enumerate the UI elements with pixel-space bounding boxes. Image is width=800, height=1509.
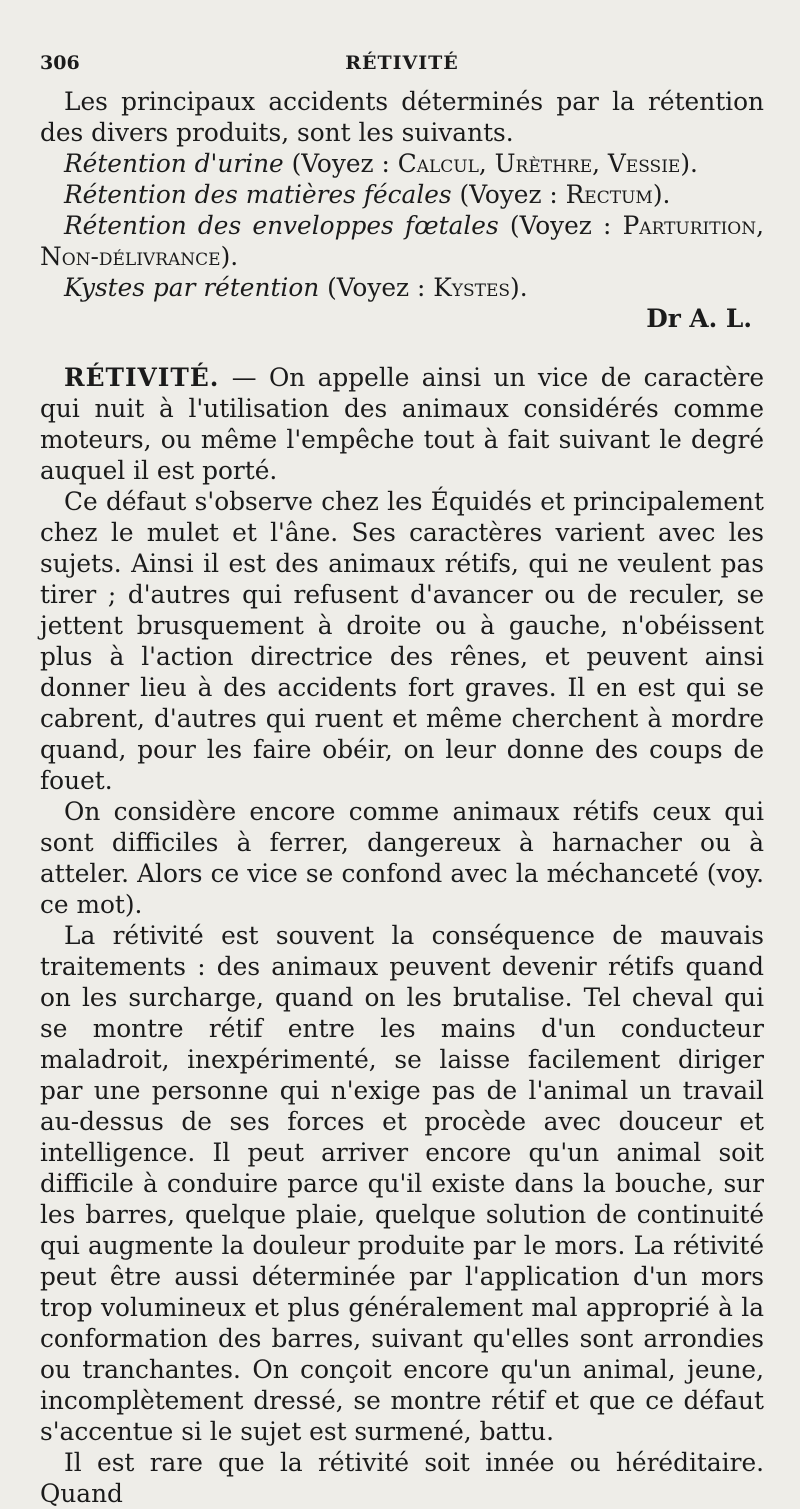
cross-reference: Parturition, Non-délivrance <box>40 211 765 271</box>
article-definition <box>40 362 764 486</box>
retention-term: Rétention des matières fécales <box>64 180 452 209</box>
ref-suffix: ). <box>652 180 671 209</box>
ref-prefix: (Voyez : <box>451 180 566 209</box>
author-signature: Dr A. L. <box>646 304 752 333</box>
cross-reference: Kystes <box>433 273 511 302</box>
ref-prefix: (Voyez : <box>283 149 398 178</box>
retention-item <box>40 179 764 210</box>
ref-suffix: ). <box>510 273 528 302</box>
cross-reference: Rectum <box>565 180 653 209</box>
article-headword: RÉTIVITÉ. <box>64 363 220 392</box>
text-block <box>40 86 764 1509</box>
body-paragraph: Ce défaut s'observe chez les Équidés et principalement chez le mulet et l'âne. Ses caractères varient avec les sujets. Ainsi il est des animaux rétifs, qui ne veulent pas tirer ; d'autres qui refusent d'avancer ou de reculer, se jettent brusquement à droite ou à gauche, n'obéissent plus à l'action directrice des rênes, et peuvent ainsi donner lieu à des accidents fort graves. Il en est qui se cabrent, d'autres qui ruent et même cherchent à mordre quand, pour les faire obéir, on leur donne des coups de fouet. <box>40 487 764 795</box>
retention-item <box>40 272 764 303</box>
body-paragraph: Il est rare que la rétivité soit innée ou héréditaire. Quand <box>40 1448 764 1508</box>
ref-suffix: ). <box>680 149 698 178</box>
ref-prefix: (Voyez : <box>498 211 623 240</box>
retention-item <box>40 148 764 179</box>
ref-suffix: ). <box>220 242 239 271</box>
retention-term: Rétention d'urine <box>64 149 284 178</box>
body-paragraph: On considère encore comme animaux rétifs ceux qui sont difficiles à ferrer, dangereux à harnacher ou à atteler. Alors ce vice se confond avec la méchanceté (voy. ce mot). <box>40 797 764 919</box>
article-separator <box>40 334 764 362</box>
retention-term: Rétention des enveloppes fœtales <box>64 211 499 240</box>
retention-term: Kystes par rétention <box>64 273 320 302</box>
page-header <box>40 44 764 80</box>
cross-reference: Calcul, Urèthre, Vessie <box>397 149 681 178</box>
definition-text: — On appelle ainsi un vice de caractère qui nuit à l'utilisation des animaux considérés comme moteurs, ou même l'empêche tout à fait suivant le degré auquel il est porté. <box>40 363 764 485</box>
ref-prefix: (Voyez : <box>319 273 434 302</box>
page-number: 306 <box>40 52 80 74</box>
retention-item <box>40 210 764 272</box>
running-head: RÉTIVITÉ <box>345 52 459 74</box>
intro-paragraph: Les principaux accidents déterminés par la rétention des divers produits, sont les suivants. <box>40 87 764 147</box>
body-paragraph: La rétivité est souvent la conséquence de mauvais traitements : des animaux peuvent devenir rétifs quand on les surcharge, quand on les brutalise. Tel cheval qui se montre rétif entre les mains d'un conducteur maladroit, inexpérimenté, se laisse facilement diriger par une personne qui n'exige pas de l'animal un travail au-dessus de ses forces et procède avec douceur et intelligence. Il peut arriver encore qu'un animal soit difficile à conduire parce qu'il existe dans la bouche, sur les barres, quelque plaie, quelque solution de continuité qui augmente la douleur produite par le mors. La rétivité peut être aussi déterminée par l'application d'un mors trop volumineux et plus généralement mal approprié à la conformation des barres, suivant qu'elles sont arrondies ou tranchantes. On conçoit encore qu'un animal, jeune, incomplètement dressé, se montre rétif et que ce défaut s'accentue si le sujet est surmené, battu. <box>40 921 764 1446</box>
